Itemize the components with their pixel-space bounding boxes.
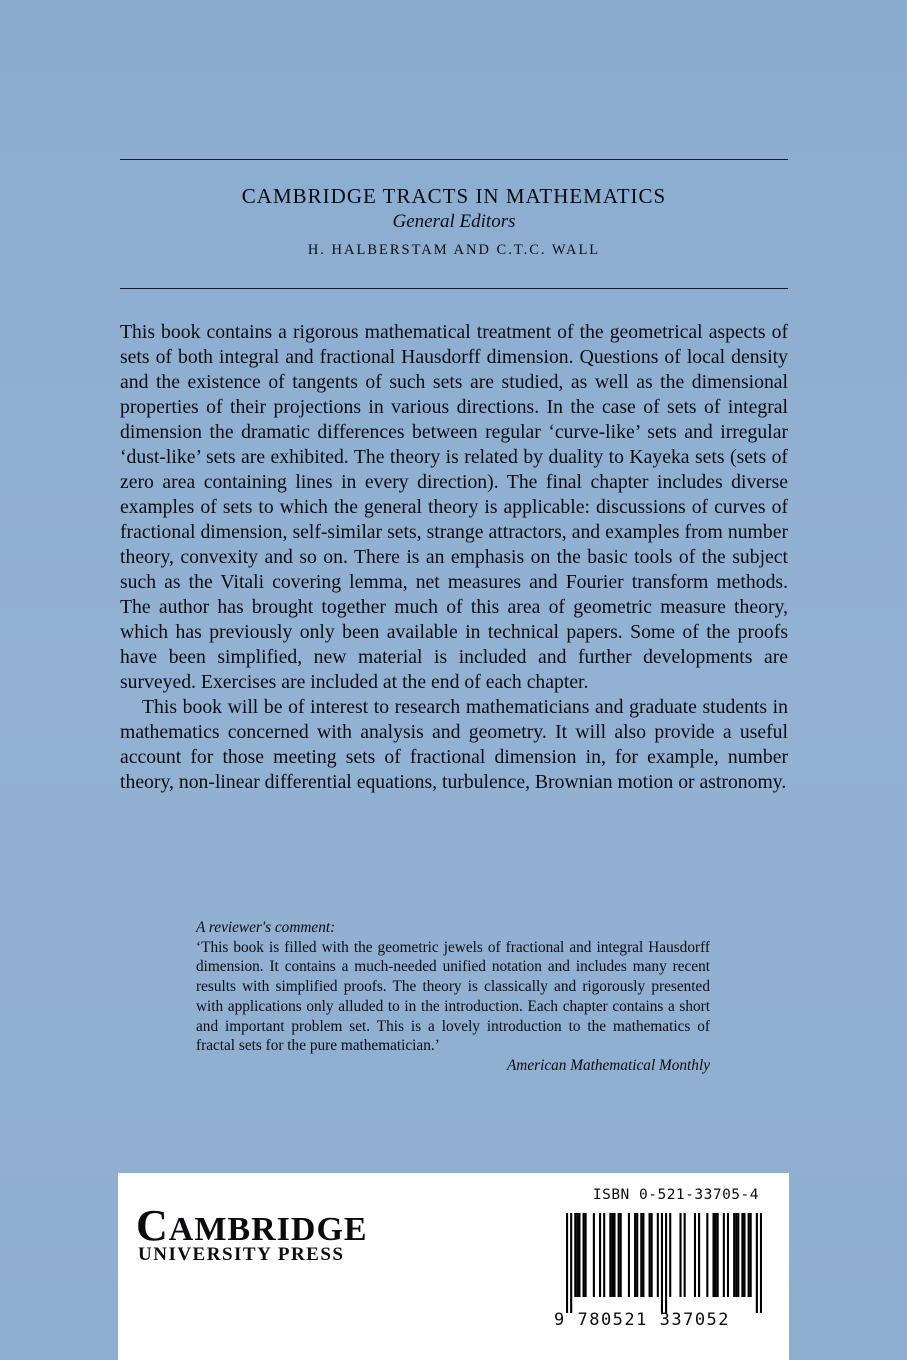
barcode-bar <box>593 1213 595 1297</box>
publisher-panel <box>118 1173 789 1360</box>
barcode-bar <box>715 1213 717 1297</box>
barcode-bar <box>712 1213 714 1297</box>
isbn-label: ISBN 0-521-33705-4 <box>592 1187 759 1203</box>
barcode-bar <box>620 1213 622 1297</box>
barcode-bar <box>657 1213 659 1297</box>
barcode-bar <box>585 1213 587 1297</box>
bottom-rule <box>120 288 788 289</box>
barcode-bar <box>628 1213 630 1297</box>
barcode-bar <box>649 1213 651 1297</box>
barcode-bar <box>611 1213 613 1297</box>
barcode-bar <box>727 1213 729 1297</box>
barcode-guard-bar <box>760 1213 762 1313</box>
barcode-bar <box>599 1213 601 1297</box>
barcode-guard-bar <box>566 1213 568 1313</box>
barcode-guard-bar <box>570 1213 572 1313</box>
barcode-bar <box>613 1213 615 1297</box>
barcode-bar <box>669 1213 671 1297</box>
barcode-number: 9 780521 337052 <box>554 1310 731 1330</box>
barcode-bar <box>583 1213 585 1297</box>
barcode-bar <box>735 1213 737 1297</box>
barcode-bar <box>741 1213 743 1297</box>
publisher-name-rest: AMBRIDGE <box>168 1211 368 1248</box>
series-subtitle: General Editors <box>392 211 516 232</box>
series-title: CAMBRIDGE TRACTS IN MATHEMATICS <box>241 184 667 208</box>
barcode-bar <box>636 1213 638 1297</box>
series-editors: H. HALBERSTAM AND C.T.C. WALL <box>307 242 601 258</box>
barcode-bar <box>694 1213 696 1297</box>
barcode-bar <box>609 1213 611 1297</box>
review-quote: ‘This book is filled with the geometric jewels of fractional and integral Hausdorff dimension. It contains a much-needed unified notation and includes many recent results with simplified proofs. The theory is classically and rigorously presented with applications only alluded to in the introduction. Each chapter contains a short and important problem set. This is a lovely introduction to the mathematics of fractal sets for the pure mathematician.’ <box>196 938 710 1055</box>
barcode-guard-bar <box>756 1213 758 1313</box>
barcode-bar <box>574 1213 576 1297</box>
barcode-bar <box>618 1213 620 1297</box>
barcode-bar <box>706 1213 708 1297</box>
barcode-bar <box>717 1213 719 1297</box>
barcode-guard-bar <box>665 1213 667 1313</box>
barcode-bar <box>748 1213 750 1297</box>
barcode-bar <box>578 1213 580 1297</box>
barcode-bar <box>750 1213 752 1297</box>
barcode-bar <box>698 1213 700 1297</box>
review-source: American Mathematical Monthly <box>506 1056 710 1074</box>
barcode-guard-bar <box>661 1213 663 1313</box>
barcode-bar <box>684 1213 686 1297</box>
series-block <box>120 183 788 263</box>
barcode <box>554 1213 766 1333</box>
barcode-bar <box>634 1213 636 1297</box>
barcode-bar <box>723 1213 725 1297</box>
blurb-paragraph-1: This book contains a rigorous mathematical treatment of the geometrical aspects of sets of both integral and fractional Hausdorff dimension. Questions of local density and the existence of tangents of such sets are studied, as well as the dimensional properties of their projections in various directions. In the case of sets of integral dimension the dramatic differences between regular ‘curve-like’ sets and irregular ‘dust-like’ sets are exhibited. The theory is related by duality to Kayeka sets (sets of zero area containing lines in every direction). The final chapter includes diverse examples of sets to which the general theory is applicable: discussions of curves of fractional dimension, self-similar sets, strange attractors, and examples from number theory, convexity and so on. There is an emphasis on the basic tools of the subject such as the Vitali covering lemma, net measures and Fourier transform methods. The author has brought together much of this area of geometric measure theory, which has previously only been available in technical papers. Some of the proofs have been simplified, new material is included and further developments are surveyed. Exercises are included at the end of each chapter. <box>120 321 788 693</box>
publisher-press: UNIVERSITY PRESS <box>138 1244 345 1265</box>
barcode-bar <box>576 1213 578 1297</box>
barcode-bar <box>679 1213 681 1297</box>
blurb <box>120 320 788 795</box>
reviewer-comment <box>196 918 710 1076</box>
barcode-bar <box>737 1213 739 1297</box>
barcode-bar <box>651 1213 653 1297</box>
barcode-bars <box>566 1213 762 1313</box>
blurb-paragraph-2: This book will be of interest to research mathematicians and graduate students in mathematics concerned with analysis and geometry. It will also provide a useful account for those meeting sets of fractional dimension in, for example, number theory, non-linear differential equations, turbulence, Brownian motion or astronomy. <box>120 696 788 793</box>
barcode-bar <box>743 1213 745 1297</box>
review-heading: A reviewer's comment: <box>196 919 336 936</box>
barcode-bar <box>642 1213 644 1297</box>
publisher-initial: C <box>136 1201 169 1250</box>
barcode-bar <box>733 1213 735 1297</box>
top-rule <box>120 159 788 160</box>
barcode-bar <box>640 1213 642 1297</box>
barcode-bar <box>603 1213 605 1297</box>
